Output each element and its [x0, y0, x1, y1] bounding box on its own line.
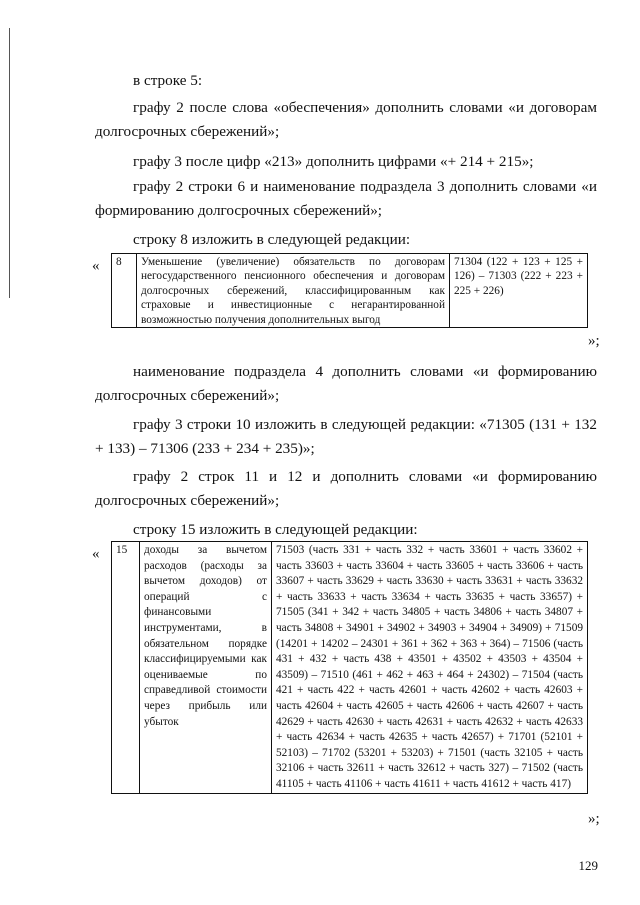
page-number: 129: [578, 858, 598, 873]
row15-formula-cell: 71503 (часть 331 + часть 332 + часть 33601 + часть 33602 + часть 33603 + часть 33604 + часть 33605 + часть 33606 + часть 33607 + часть 33629 + часть 33630 + часть 33631 + часть 33632 + часть 33633 + часть 33634 + часть 33635 + часть 33657) + 71505 (341 + 342 + часть 34805 + часть 34806 + часть 34807 + часть 34808 + 34901 + 34902 + 34903 + 34904 + 34909) + 71509 (14201 + 14202 – 24301 + 361 + 362 + 363 + 364) – 71506 (часть 431 + 432 + часть 438 + 43501 + 43502 + 43503 + 43504 + 43509) – 71510 (461 + 462 + 463 + 464 + 24302) – 71504 (часть 421 + часть 422 + часть 42601 + часть 42602 + часть 42603 + часть 42604 + часть 42605 + часть 42606 + часть 42607 + часть 42629 + часть 42630 + часть 42631 + часть 42632 + часть 42633 + часть 42634 + часть 42635 + часть 42657) + 71701 (52101 + 52103) – 71702 (53201 + 53203) + 71501 (часть 32105 + часть 32106 + часть 32611 + часть 32612 + часть 327) – 71502 (часть 41105 + часть 41106 + часть 41611 + часть 41612 + часть 417): [272, 542, 588, 794]
paragraph-row8-intro: строку 8 изложить в следующей редакции:: [133, 231, 411, 248]
row15-description-cell: доходы за вычетом расходов (расходы за вычетом доходов) от операций с финансовыми инструментами, в обязательном порядке классифицируемыми как оцениваемые по справедливой стоимости через прибыль или убыток: [140, 542, 272, 794]
paragraph-row5-intro: в строке 5:: [133, 72, 203, 89]
paragraph-graph3-row5: графу 3 после цифр «213» дополнить цифрами «+ 214 + 215»;: [133, 153, 534, 170]
paragraph-graph2-row6: графу 2 строки 6 и наименование подраздела 3 дополнить словами «и формированию долгосрочных сбережений»;: [95, 178, 597, 219]
table-row: [112, 254, 588, 328]
paragraph-graph2-row11-12: графу 2 строк 11 и 12 и дополнить словами «и формированию долгосрочных сбережений»;: [95, 468, 597, 509]
row8-table: [111, 253, 588, 328]
row8-number-cell: 8: [112, 254, 137, 328]
row15-open-quote: «: [92, 546, 100, 562]
row8-description-cell: Уменьшение (увеличение) обязательств по договорам негосударственного пенсионного обеспечения и договорам долгосрочных сбережений, классифицированным как страховые и инвестиционные с негарантированной возможностью получения дополнительных выгод: [137, 254, 450, 328]
row8-formula-cell: 71304 (122 + 123 + 125 + 126) – 71303 (222 + 223 + 225 + 226): [450, 254, 588, 328]
paragraph-graph2-row5: графу 2 после слова «обеспечения» дополнить словами «и договорам долгосрочных сбережений»;: [95, 99, 597, 140]
table-row: [112, 542, 588, 794]
row15-table: [111, 541, 588, 794]
row8-close-quote: »;: [588, 333, 600, 349]
paragraph-graph3-row10: графу 3 строки 10 изложить в следующей редакции: «71305 (131 + 132 + 133) – 71306 (233 + 234 + 235)»;: [95, 416, 597, 457]
paragraph-subsection4: наименование подраздела 4 дополнить словами «и формированию долгосрочных сбережений»;: [95, 363, 597, 404]
row15-number-cell: 15: [112, 542, 140, 794]
row8-open-quote: «: [92, 258, 100, 274]
row15-close-quote: »;: [588, 811, 600, 827]
paragraph-row15-intro: строку 15 изложить в следующей редакции:: [133, 521, 418, 538]
